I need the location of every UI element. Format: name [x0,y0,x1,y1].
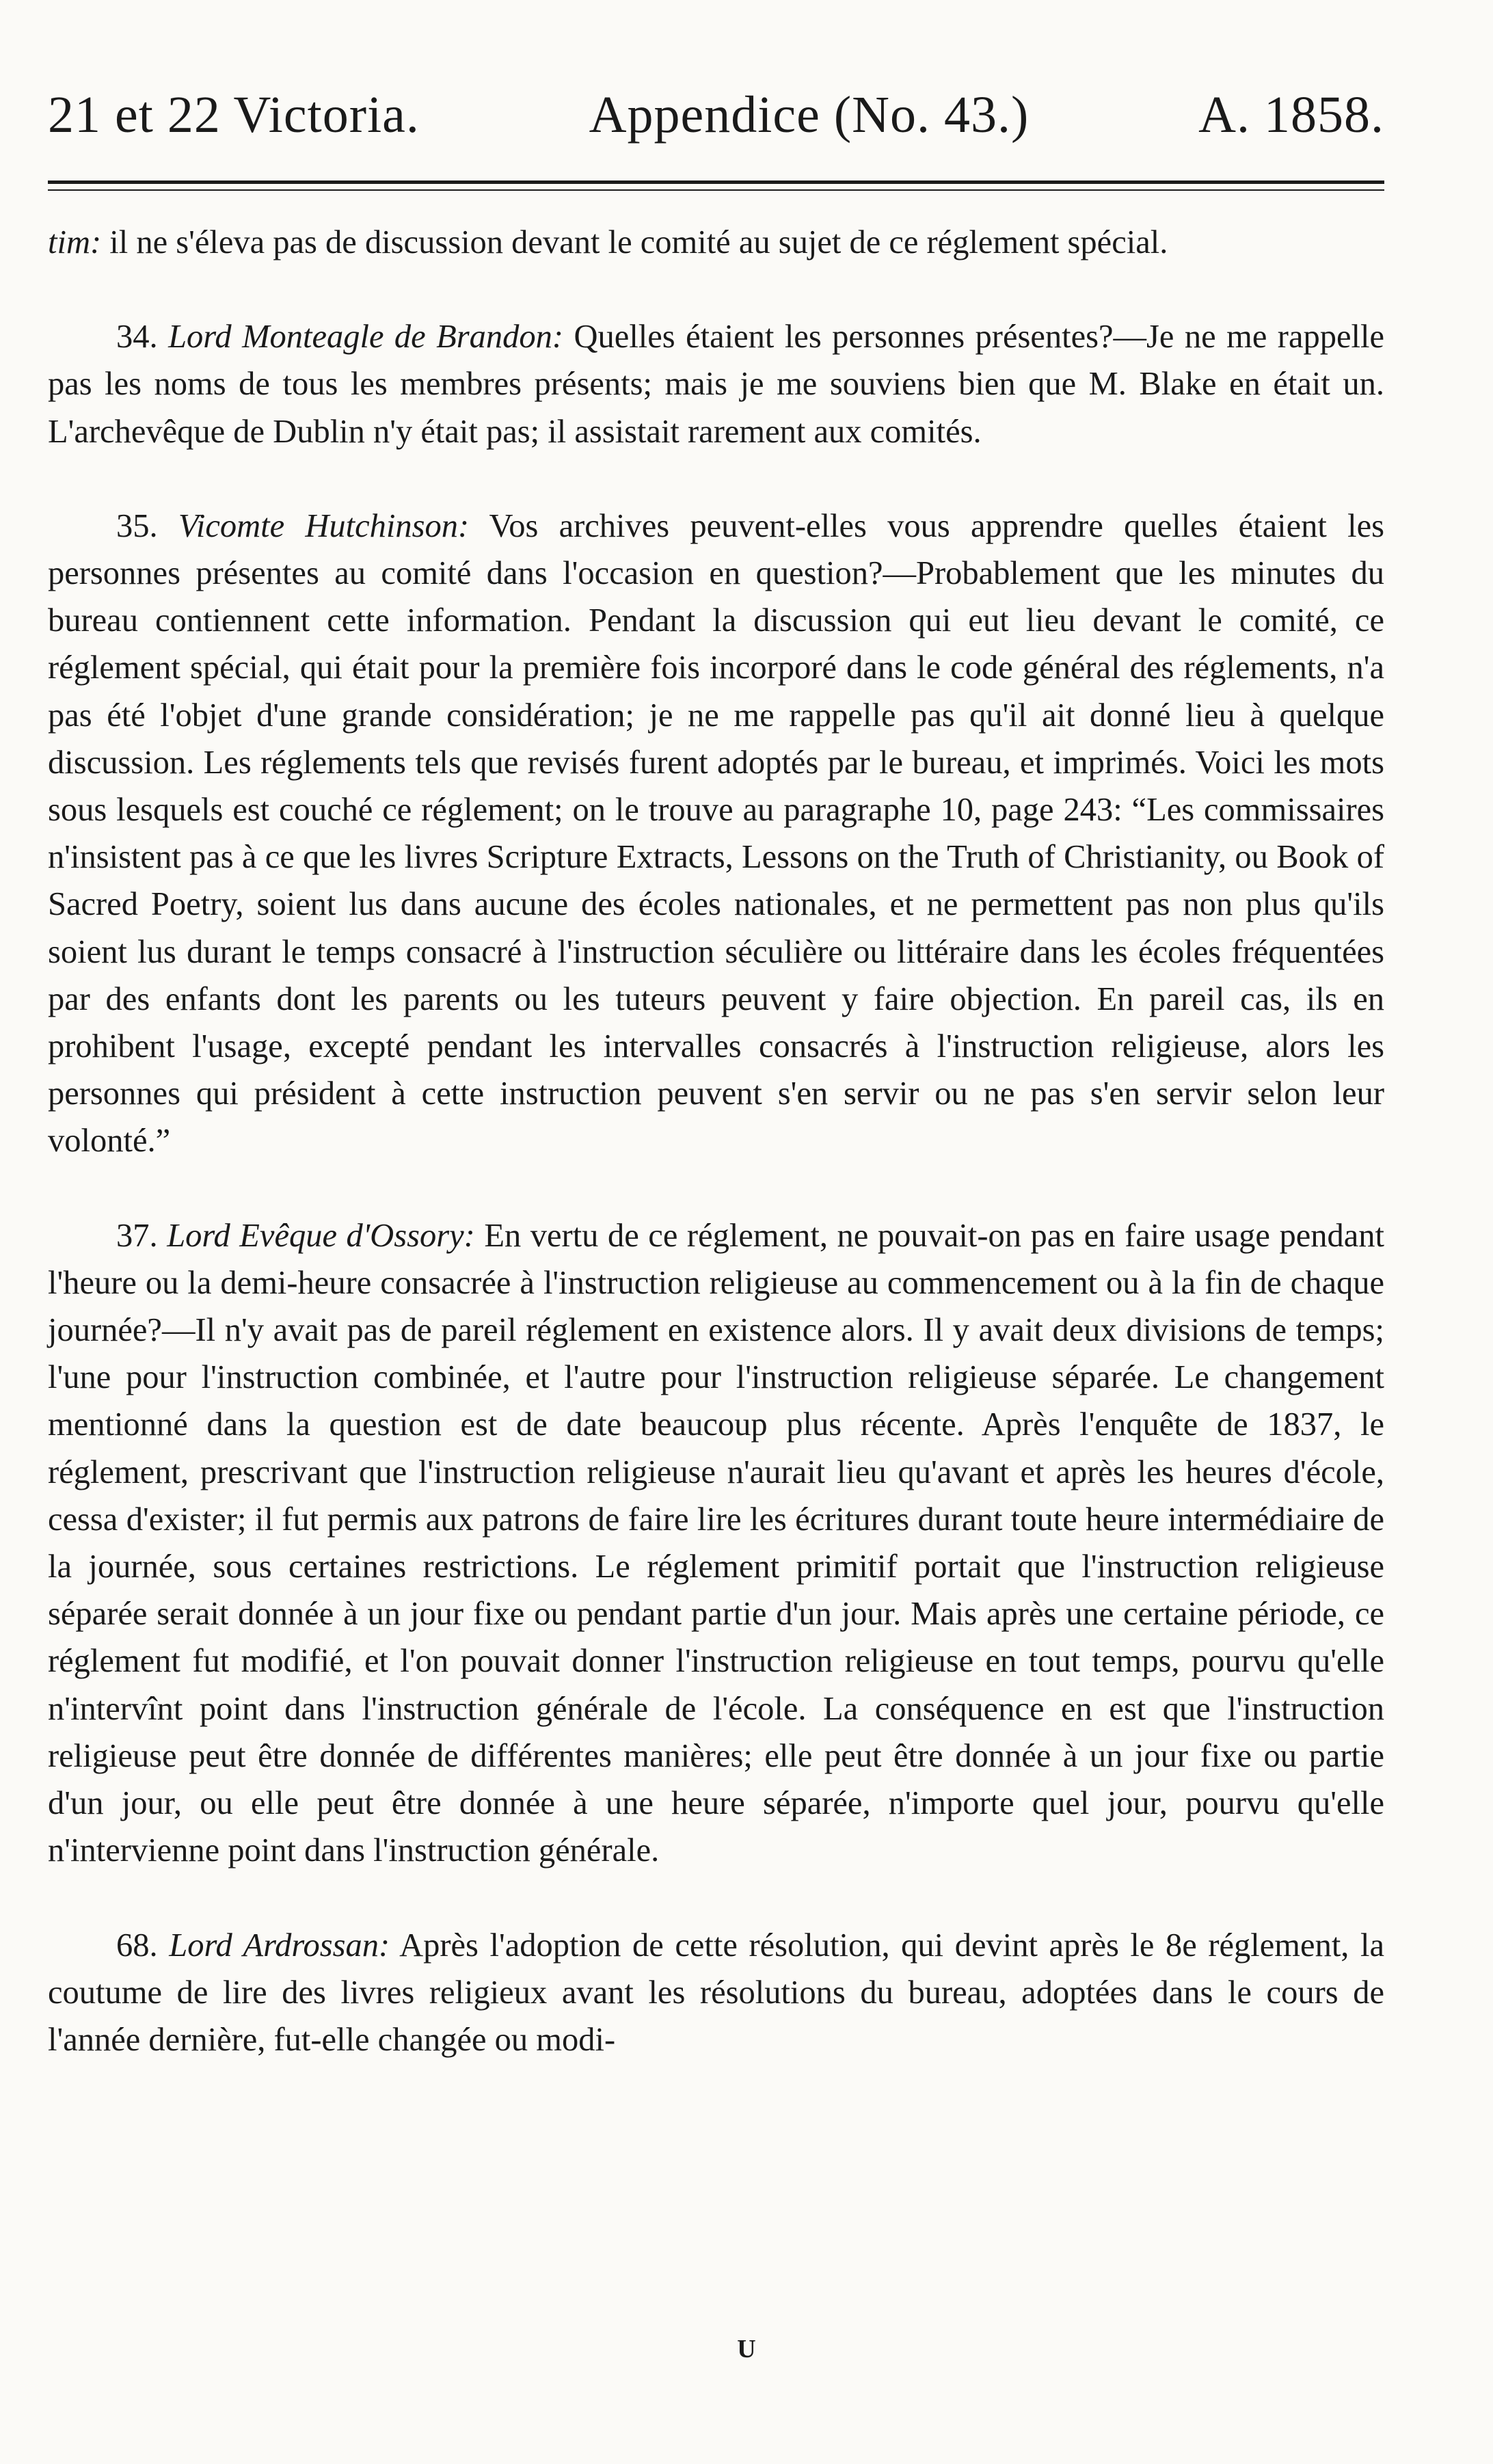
header-rule-thick [48,180,1384,184]
paragraph [48,1212,1384,1875]
header-rule-thin [48,189,1384,191]
paragraph-text: En vertu de ce réglement, ne pouvait-on pas en faire usage pendant l'heure ou la demi-heure consacrée à l'instruction religieuse au commencement ou à la fin de chaque journée?—Il n'y avait pas de pareil réglement en existence alors. Il y avait deux divisions de temps; l'une pour l'instruction combinée, et l'autre pour l'instruction religieuse séparée. Le changement mentionné dans la question est de date beaucoup plus récente. Après l'enquête de 1837, le réglement, prescrivant que l'instruction religieuse n'aurait lieu qu'avant et après les heures d'école, cessa d'exister; il fut permis aux patrons de faire lire les écritures durant toute heure intermédiaire de la journée, sous certaines restrictions. Le réglement primitif portait que l'instruction religieuse séparée serait donnée à un jour fixe ou pendant partie d'un jour. Mais après une certaine période, ce réglement fut modifié, et l'on pouvait donner l'instruction religieuse en tout temps, pourvu qu'elle n'intervînt point dans l'instruction générale de l'école. La conséquence en est que l'instruction religieuse peut être donnée de différentes manières; elle peut être donnée à un jour fixe ou partie d'un jour, ou elle peut être donnée à une heure séparée, n'importe quel jour, pourvu qu'elle n'intervienne point dans l'instruction générale. [48,1217,1384,1869]
header-center: Appendice (No. 43.) [589,86,1030,144]
speaker-label: tim: [48,224,102,260]
question-number: 34. [116,319,158,356]
running-header [48,86,1384,144]
paragraph-text: il ne s'éleva pas de discussion devant le comité au sujet de ce réglement spécial. [101,224,1168,260]
speaker-label: Lord Evêque d'Ossory: [167,1217,475,1254]
question-number: 37. [116,1217,158,1254]
paragraph-text: Après l'adoption de cette résolution, qui devint après le 8e réglement, la coutume de lire des livres religieux avant les résolutions du bureau, adoptées dans le cours de l'année dernière, fut-elle changée ou modi- [48,1927,1384,2058]
signature-mark: U [737,2335,756,2363]
question-number: 68. [116,1927,158,1964]
paragraph-text: Quelles étaient les personnes présentes?—Je ne me rappelle pas les noms de tous les membres présents; mais je me souviens bien que M. Blake en était un. L'archevêque de Dublin n'y était pas; il assistait rarement aux comités. [48,319,1384,450]
paragraph [48,313,1384,455]
speaker-label: Vicomte Hutchinson: [178,507,470,544]
paragraph [48,219,1384,266]
header-left: 21 et 22 Victoria. [48,86,420,144]
speaker-label: Lord Ardrossan: [169,1927,390,1964]
speaker-label: Lord Monteagle de Brandon: [168,319,564,356]
paragraph [48,1922,1384,2064]
paragraph [48,503,1384,1165]
paragraph-text: Vos archives peuvent-elles vous apprendre quelles étaient les personnes présentes au comité dans l'occasion en question?—Probablement que les minutes du bureau contiennent cette information. Pendant la discussion qui eut lieu devant le comité, ce réglement spécial, qui était pour la première fois incorporé dans le code général des réglements, n'a pas été l'objet d'une grande considération; je ne me rappelle pas qu'il ait donné lieu à quelque discussion. Les réglements tels que revisés furent adoptés par le bureau, et imprimés. Voici les mots sous lesquels est couché ce réglement; on le trouve au paragraphe 10, page 243: “Les commissaires n'insistent pas à ce que les livres Scripture Extracts, Lessons on the Truth of Christianity, ou Book of Sacred Poetry, soient lus dans aucune des écoles nationales, et ne permettent pas non plus qu'ils soient lus durant le temps consacré à l'instruction séculière ou littéraire dans les écoles fréquentées par des enfants dont les parents ou les tuteurs peuvent y faire objection. En pareil cas, ils en prohibent l'usage, excepté pendant les intervalles consacrés à l'instruction religieuse, alors les personnes qui président à cette instruction peuvent s'en servir ou ne pas s'en servir selon leur volonté.” [48,507,1384,1160]
question-number: 35. [116,507,158,544]
header-right: A. 1858. [1198,86,1384,144]
document-body [48,219,1384,2063]
